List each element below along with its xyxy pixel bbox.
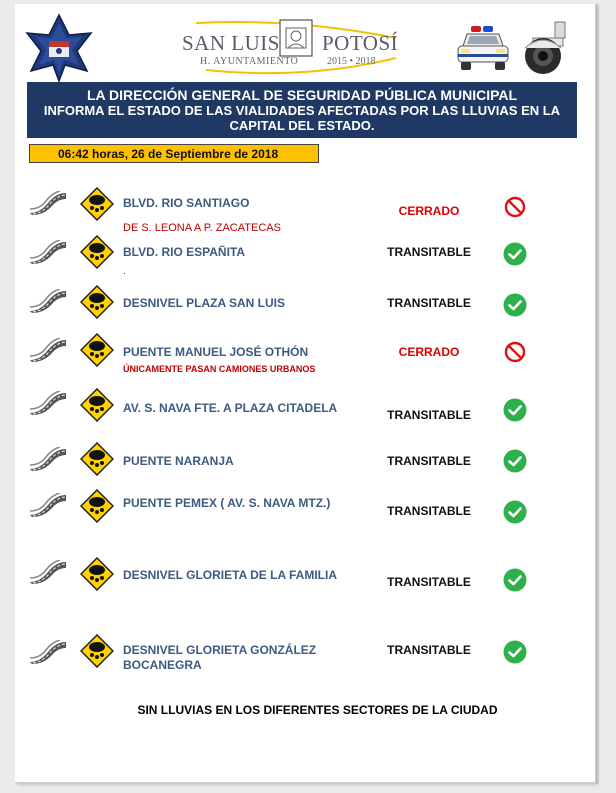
police-badge-icon <box>19 13 99 83</box>
city-subtitle: H. AYUNTAMIENTO <box>200 56 299 67</box>
police-car-icon <box>455 24 511 74</box>
road-name: DESNIVEL GLORIETA DE LA FAMILIA <box>123 568 338 582</box>
rain-warning-icon <box>80 235 114 269</box>
road-name: PUENTE NARANJA <box>123 454 234 468</box>
header-line-2: INFORMA EL ESTADO DE LAS VIALIDADES AFECTADAS POR LAS LLUVIAS EN LA <box>43 103 561 118</box>
header-line-3: CAPITAL DEL ESTADO. <box>229 118 375 133</box>
road-icon <box>30 447 66 471</box>
header-line-1: LA DIRECCIÓN GENERAL DE SEGURIDAD PÚBLICA MUNICIPAL <box>86 87 518 103</box>
check-icon <box>503 449 527 473</box>
road-status: TRANSITABLE <box>387 575 471 589</box>
road-icon <box>30 560 66 584</box>
rain-warning-icon <box>80 285 114 319</box>
check-icon <box>503 398 527 422</box>
rain-warning-icon <box>80 442 114 476</box>
road-note: DE S. LEONA A P. ZACATECAS <box>123 222 281 234</box>
road-icon <box>30 391 66 415</box>
rain-warning-icon <box>80 634 114 668</box>
check-icon <box>503 640 527 664</box>
rain-warning-icon <box>80 187 114 221</box>
road-note: . <box>123 266 126 277</box>
road-name: DESNIVEL PLAZA SAN LUIS <box>123 296 286 310</box>
rain-warning-icon <box>80 388 114 422</box>
check-icon <box>503 500 527 524</box>
road-name: BLVD. RIO SANTIAGO <box>123 196 250 210</box>
road-status: TRANSITABLE <box>387 408 471 422</box>
road-name: BLVD. RIO ESPAÑITA <box>123 245 246 259</box>
report-date: 06:42 horas, 26 de Septiembre de 2018 <box>29 144 319 163</box>
road-status: TRANSITABLE <box>387 245 471 259</box>
road-icon <box>30 240 66 264</box>
road-status: TRANSITABLE <box>387 643 471 657</box>
check-icon <box>503 568 527 592</box>
city-years: 2015 • 2018 <box>327 56 376 67</box>
weather-summary: SIN LLUVIAS EN LOS DIFERENTES SECTORES DE LA CIUDAD <box>137 703 498 717</box>
road-status: TRANSITABLE <box>387 504 471 518</box>
road-status: CERRADO <box>398 345 460 359</box>
rain-warning-icon <box>80 489 114 523</box>
road-note: ÚNICAMENTE PASAN CAMIONES URBANOS <box>123 364 316 374</box>
city-name-right: POTOSÍ <box>322 31 399 55</box>
rain-warning-icon <box>80 557 114 591</box>
road-icon <box>30 338 66 362</box>
city-name-left: SAN LUIS <box>182 31 280 55</box>
announcement-header <box>27 82 577 138</box>
no-entry-icon <box>504 341 526 363</box>
check-icon <box>503 293 527 317</box>
road-status: TRANSITABLE <box>387 296 471 310</box>
road-name: DESNIVEL GLORIETA GONZÁLEZ BOCANEGRA <box>123 643 317 672</box>
cctv-camera-icon <box>515 20 573 76</box>
road-icon <box>30 640 66 664</box>
rain-warning-icon <box>80 333 114 367</box>
road-status: TRANSITABLE <box>387 454 471 468</box>
road-icon <box>30 191 66 215</box>
road-name: PUENTE PEMEX ( AV. S. NAVA MTZ.) <box>123 496 331 510</box>
road-icon <box>30 493 66 517</box>
road-name: AV. S. NAVA FTE. A PLAZA CITADELA <box>123 401 338 415</box>
no-entry-icon <box>504 196 526 218</box>
road-status: CERRADO <box>398 204 460 218</box>
road-name: PUENTE MANUEL JOSÉ OTHÓN <box>123 345 309 359</box>
check-icon <box>503 242 527 266</box>
road-icon <box>30 289 66 313</box>
